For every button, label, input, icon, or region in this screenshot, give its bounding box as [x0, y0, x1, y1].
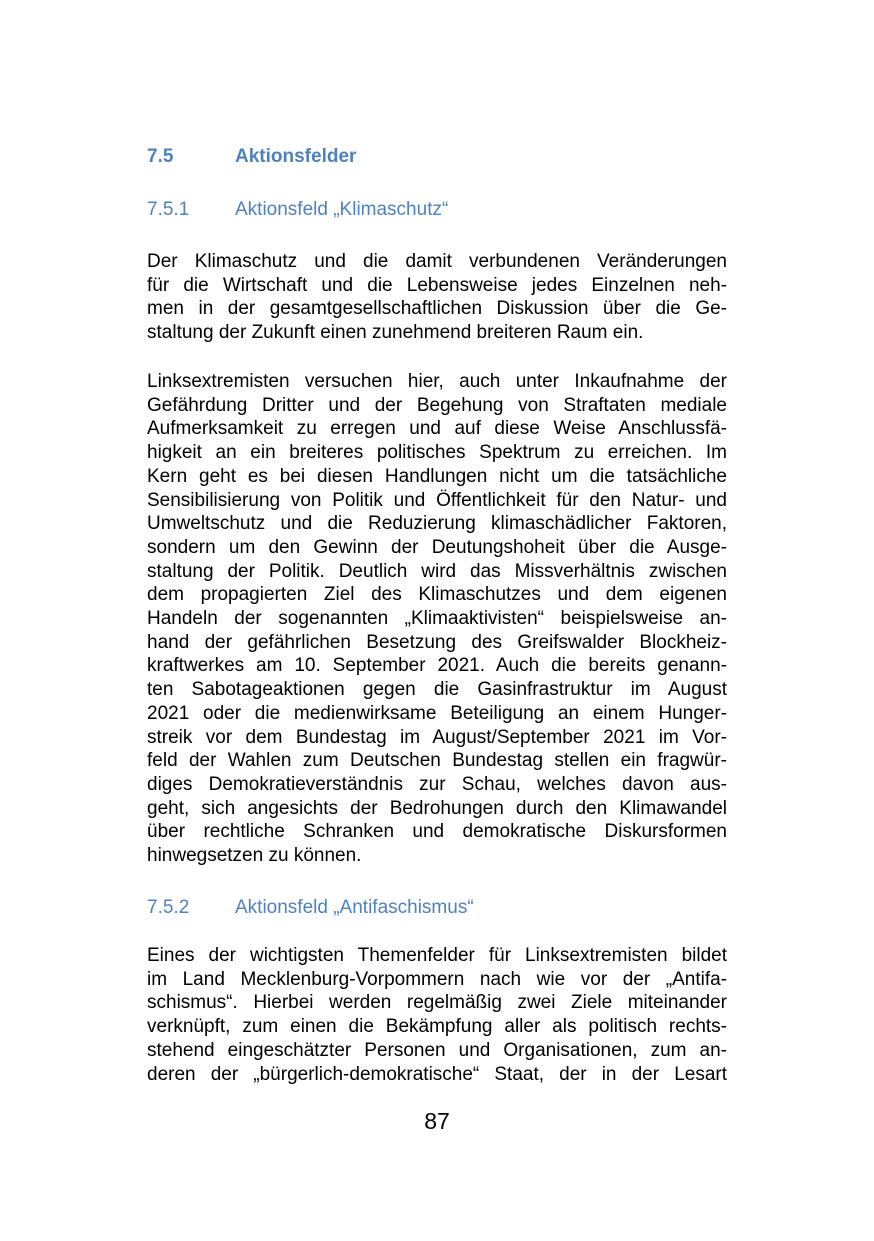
- paragraph: [147, 944, 727, 1086]
- paragraph-line: staltung der Zukunft einen zunehmend breiteren Raum ein.: [147, 322, 644, 344]
- section-title: Aktionsfelder: [235, 146, 357, 167]
- subsection-heading-antifaschismus: [147, 897, 729, 919]
- paragraph-line: 2021 oder die medienwirksame Beteiligung an einem Hunger-: [147, 702, 727, 724]
- subsection-title: Aktionsfeld „Antifaschismus“: [235, 897, 474, 918]
- paragraph-line: sondern um den Gewinn der Deutungshoheit über die Ausge-: [147, 536, 727, 558]
- paragraph-line: stehend eingeschätzter Personen und Organisationen, zum an-: [147, 1039, 727, 1061]
- paragraph-line: diges Demokratieverständnis zur Schau, welches davon aus-: [147, 773, 727, 795]
- paragraph: [147, 370, 727, 868]
- section-number: 7.5: [147, 146, 174, 167]
- paragraph-line: schismus“. Hierbei werden regelmäßig zwei Ziele miteinander: [147, 992, 727, 1014]
- paragraph-line: men in der gesamtgesellschaftlichen Diskussion über die Ge-: [147, 298, 727, 320]
- subsection-title: Aktionsfeld „Klimaschutz“: [235, 199, 449, 220]
- paragraph-line: über rechtliche Schranken und demokratische Diskursformen: [147, 821, 727, 843]
- page-number: 87: [424, 1108, 450, 1134]
- paragraph-line: für die Wirtschaft und die Lebensweise jedes Einzelnen neh-: [147, 274, 727, 296]
- section-heading: [147, 146, 729, 168]
- paragraph-line: feld der Wahlen zum Deutschen Bundestag stellen ein fragwür-: [147, 750, 727, 772]
- paragraph-line: verknüpft, zum einen die Bekämpfung aller als politisch rechts-: [147, 1016, 727, 1038]
- paragraph-line: geht, sich angesichts der Bedrohungen durch den Klimawandel: [147, 797, 727, 819]
- paragraph-line: deren der „bürgerlich-demokratische“ Staat, der in der Lesart: [147, 1063, 727, 1085]
- paragraph-line: im Land Mecklenburg-Vorpommern nach wie vor der „Antifa-: [147, 968, 727, 990]
- paragraph-line: Umweltschutz und die Reduzierung klimaschädlicher Faktoren,: [147, 513, 727, 535]
- paragraph-line: staltung der Politik. Deutlich wird das Missverhältnis zwischen: [147, 560, 727, 582]
- paragraph: [147, 250, 727, 345]
- paragraph-line: Der Klimaschutz und die damit verbundenen Veränderungen: [147, 251, 727, 272]
- paragraph-line: Eines der wichtigsten Themenfelder für Linksextremisten bildet: [147, 945, 727, 966]
- subsection-number: 7.5.1: [147, 199, 190, 220]
- paragraph-line: higkeit an ein breiteres politisches Spektrum zu erreichen. Im: [147, 442, 727, 464]
- paragraph-line: Gefährdung Dritter und der Begehung von Straftaten mediale: [147, 394, 727, 416]
- paragraph-line: dem propagierten Ziel des Klimaschutzes und dem eigenen: [147, 584, 727, 606]
- paragraph-line: Handeln der sogenannten „Klimaaktivisten“ beispielsweise an-: [147, 608, 727, 630]
- paragraph-line: Aufmerksamkeit zu erregen und auf diese Weise Anschlussfä-: [147, 418, 727, 440]
- paragraph-line: hand der gefährlichen Besetzung des Greifswalder Blockheiz-: [147, 631, 727, 653]
- paragraph-line: streik vor dem Bundestag im August/September 2021 im Vor-: [147, 726, 727, 748]
- subsection-number: 7.5.2: [147, 897, 190, 918]
- paragraph-line: hinwegsetzen zu können.: [147, 845, 362, 867]
- subsection-heading-klimaschutz: [147, 199, 729, 221]
- paragraph-line: Linksextremisten versuchen hier, auch unter Inkaufnahme der: [147, 371, 727, 392]
- paragraph-line: kraftwerkes am 10. September 2021. Auch die bereits genann-: [147, 655, 727, 677]
- paragraph-line: Sensibilisierung von Politik und Öffentlichkeit für den Natur- und: [147, 489, 727, 511]
- paragraph-line: ten Sabotageaktionen gegen die Gasinfrastruktur im August: [147, 679, 727, 701]
- paragraph-line: Kern geht es bei diesen Handlungen nicht um die tatsächliche: [147, 465, 727, 487]
